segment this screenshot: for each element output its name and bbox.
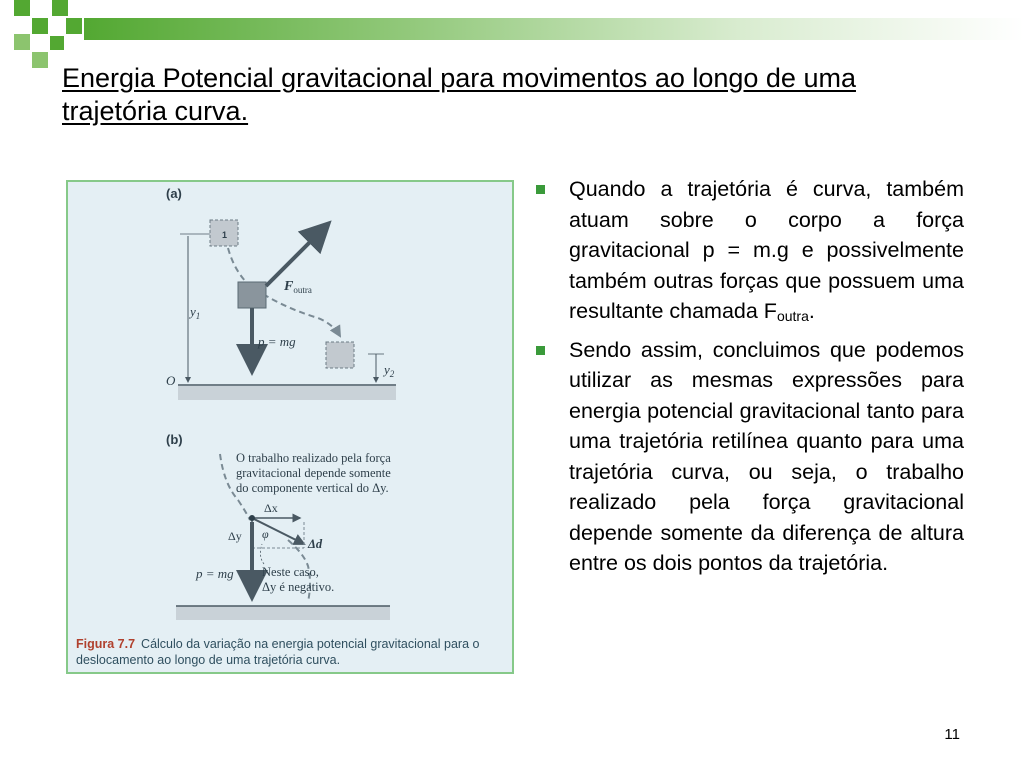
f-outra-arrow: [266, 226, 326, 286]
slide-title: Energia Potencial gravitacional para movimentos ao longo de uma trajetória curva.: [62, 63, 856, 126]
block-position-2: [326, 342, 354, 368]
ground-a: [178, 386, 396, 400]
panel-a-label: (a): [166, 186, 182, 201]
panel-b-label: (b): [166, 432, 183, 447]
physics-diagram: [68, 182, 512, 672]
dd-label: Δd: [308, 537, 323, 551]
title-gradient-bar: [84, 18, 1024, 40]
dy-label: Δy: [228, 529, 242, 543]
dx-label: Δx: [264, 501, 278, 515]
weight-label-b: p = mg: [196, 566, 234, 581]
negative-note: Neste caso, Δy é negativo.: [262, 565, 335, 594]
bullet-item: Quando a trajetória é curva, também atuam sobre o corpo a força gravitacional p = m.g e possivelmente também outras forças que possuem uma resultante chamada $F_{outra}$.: [536, 174, 964, 329]
caption-number: Figura 7.7: [76, 637, 136, 651]
ground-b: [176, 606, 390, 620]
dd-arrow: [252, 518, 304, 544]
figure-caption: [76, 636, 506, 668]
caption-text: Cálculo da variação na energia potencial gravitacional para o deslocamento ao longo de uma trajetória curva.: [76, 637, 480, 667]
figure-7-7: [66, 180, 514, 674]
svg-text:1: 1: [222, 230, 228, 240]
phi-label: φ: [262, 527, 269, 541]
f-outra-label: $F_{outra}$: [284, 279, 312, 295]
page-number: 11: [944, 726, 960, 743]
y2-label: $y_2$: [384, 362, 395, 379]
square-bullet-icon: [536, 346, 545, 355]
weight-label-a: p = mg: [258, 334, 296, 349]
origin-label: O: [166, 373, 176, 388]
y1-label: $y_1$: [190, 304, 201, 321]
bullet-list: [536, 174, 964, 585]
bullet-item: Sendo assim, concluimos que podemos utilizar as mesmas expressões para energia potencial gravitacional tanto para uma trajetória retilínea quanto para uma trajetória curva, ou seja, o trabalho realizado pela força gravitacional depende somente da diferença de altura entre os dois pontos da trajetória.: [536, 335, 964, 579]
square-bullet-icon: [536, 185, 545, 194]
panel-b-note: O trabalho realizado pela força gravitacional depende somente do componente vertical do Δy.: [236, 451, 391, 495]
block-moving: [238, 282, 266, 308]
corner-decoration: [0, 0, 90, 70]
